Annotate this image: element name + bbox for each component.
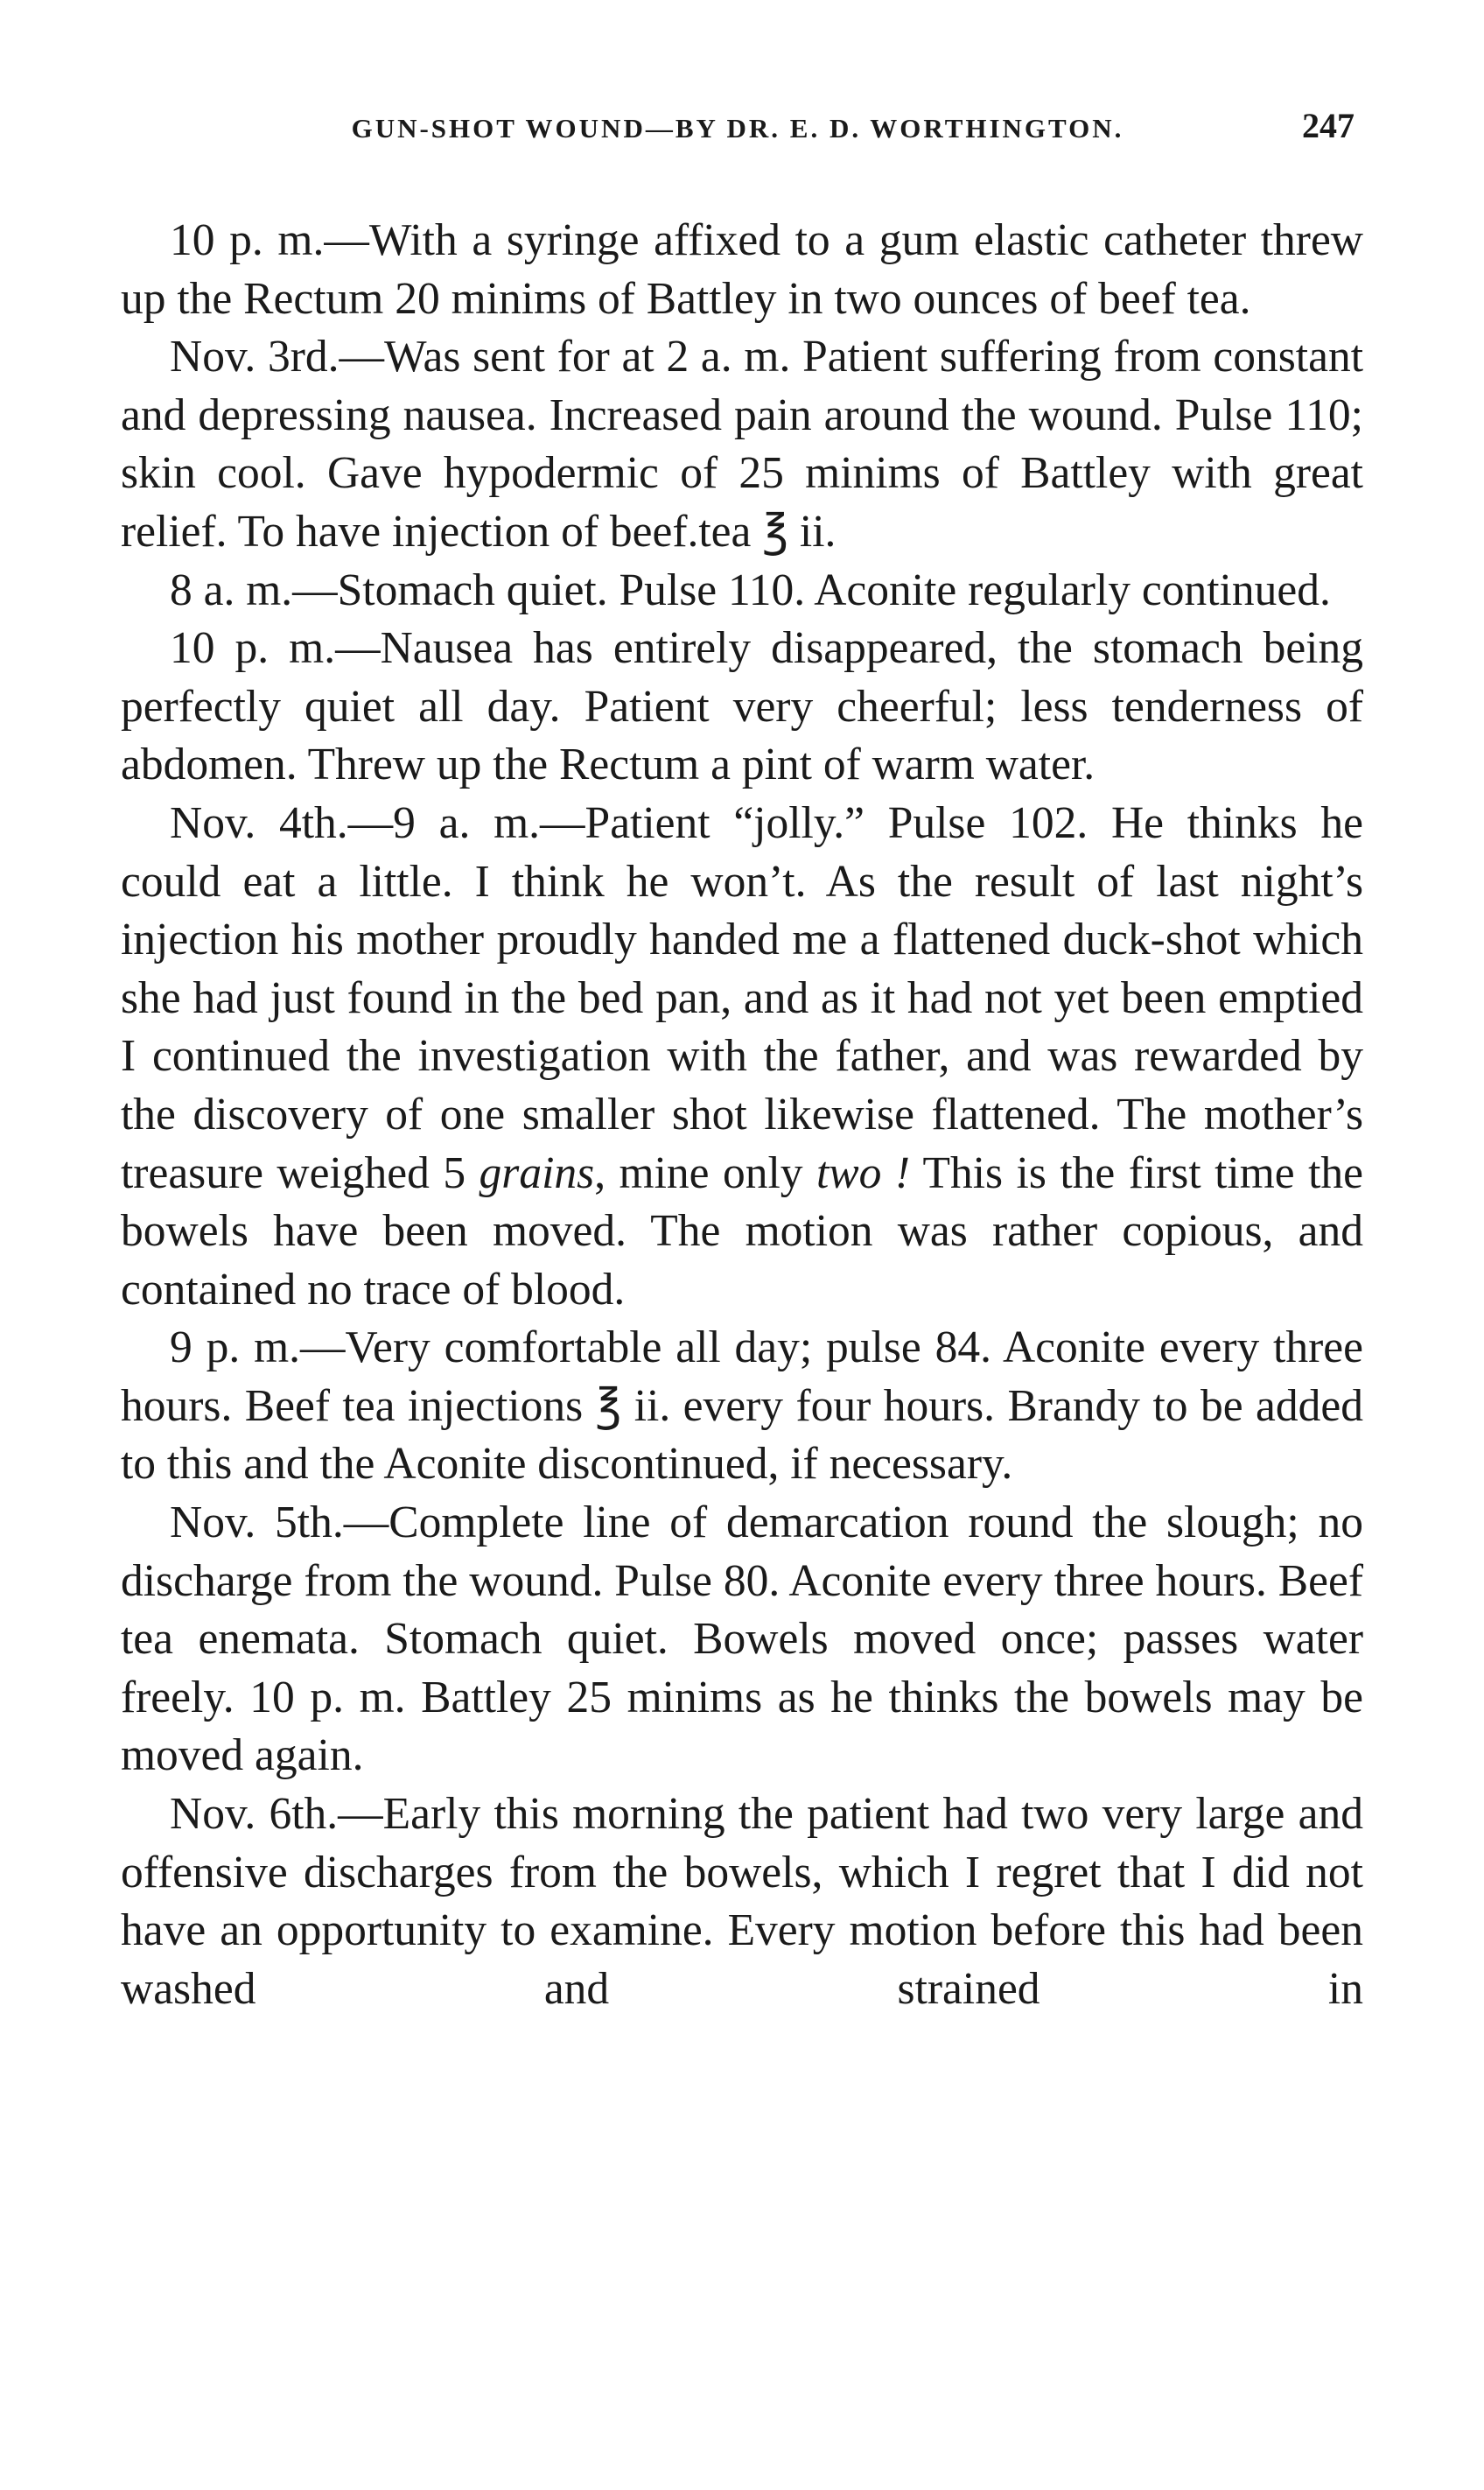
paragraph-3: 8 a. m.—Stomach quiet. Pulse 110. Aconite regularly continued. — [170, 565, 1331, 615]
paragraph-5-part-a: Nov. 4th.—9 a. m.—Patient “jolly.” Pulse 102. He thinks he could eat a little. I think he won’t. As the result of last night’s injection his mother proudly handed me a flattened duck-shot which she had just found in the bed pan, and as it had not yet been emptied I continued the investigation with the father, and was rewarded by the discovery of one smaller shot likewise flattened. The mother’s treasure weighed 5 — [121, 797, 1363, 1198]
paragraph-1: 10 p. m.—With a syringe affixed to a gum elastic catheter threw up the Rectum 20 minims of Battley in two ounces of beef tea. — [121, 215, 1363, 324]
page-number: 247 — [1302, 106, 1354, 145]
running-title: GUN-SHOT WOUND—BY DR. E. D. WORTHINGTON. — [351, 113, 1124, 144]
body-text — [121, 212, 1363, 2018]
paragraph-4: 10 p. m.—Nausea has entirely disappeared, the stomach being perfectly quiet all day. Patient very cheerful; less tenderness of abdomen. Threw up the Rectum a pint of warm water. — [121, 623, 1363, 790]
running-head — [121, 105, 1363, 158]
paragraph-5-part-b: , mine only — [594, 1147, 803, 1198]
two-italic: two ! — [816, 1147, 910, 1198]
paragraph-5-part-c: This is the first time the bowels have been moved. The motion was rather copious, and contained no trace of blood. — [121, 1147, 1363, 1315]
grains-italic: grains — [479, 1147, 595, 1198]
paragraph-8: Nov. 6th.—Early this morning the patient had two very large and offensive discharges from the bowels, which I regret that I did not have an opportunity to examine. Every motion before this had been washed and strained in — [121, 1789, 1363, 2014]
paragraph-5 — [121, 795, 1363, 1319]
paragraph-2: Nov. 3rd.—Was sent for at 2 a. m. Patient suffering from constant and depressing nausea. Increased pain around the wound. Pulse 110; skin cool. Gave hypodermic of 25 minims of Battley with great relief. To have injection of beef.tea ℥ ii. — [121, 332, 1363, 557]
book-page — [121, 105, 1363, 2018]
paragraph-6: 9 p. m.—Very comfortable all day; pulse 84. Aconite every three hours. Beef tea injections ℥ ii. every four hours. Brandy to be added to this and the Aconite discontinued, if necessary. — [121, 1322, 1363, 1490]
paragraph-7: Nov. 5th.—Complete line of demarcation round the slough; no discharge from the wound. Pulse 80. Aconite every three hours. Beef tea enemata. Stomach quiet. Bowels moved once; passes water freely. 10 p. m. Battley 25 minims as he thinks the bowels may be moved again. — [121, 1498, 1363, 1781]
